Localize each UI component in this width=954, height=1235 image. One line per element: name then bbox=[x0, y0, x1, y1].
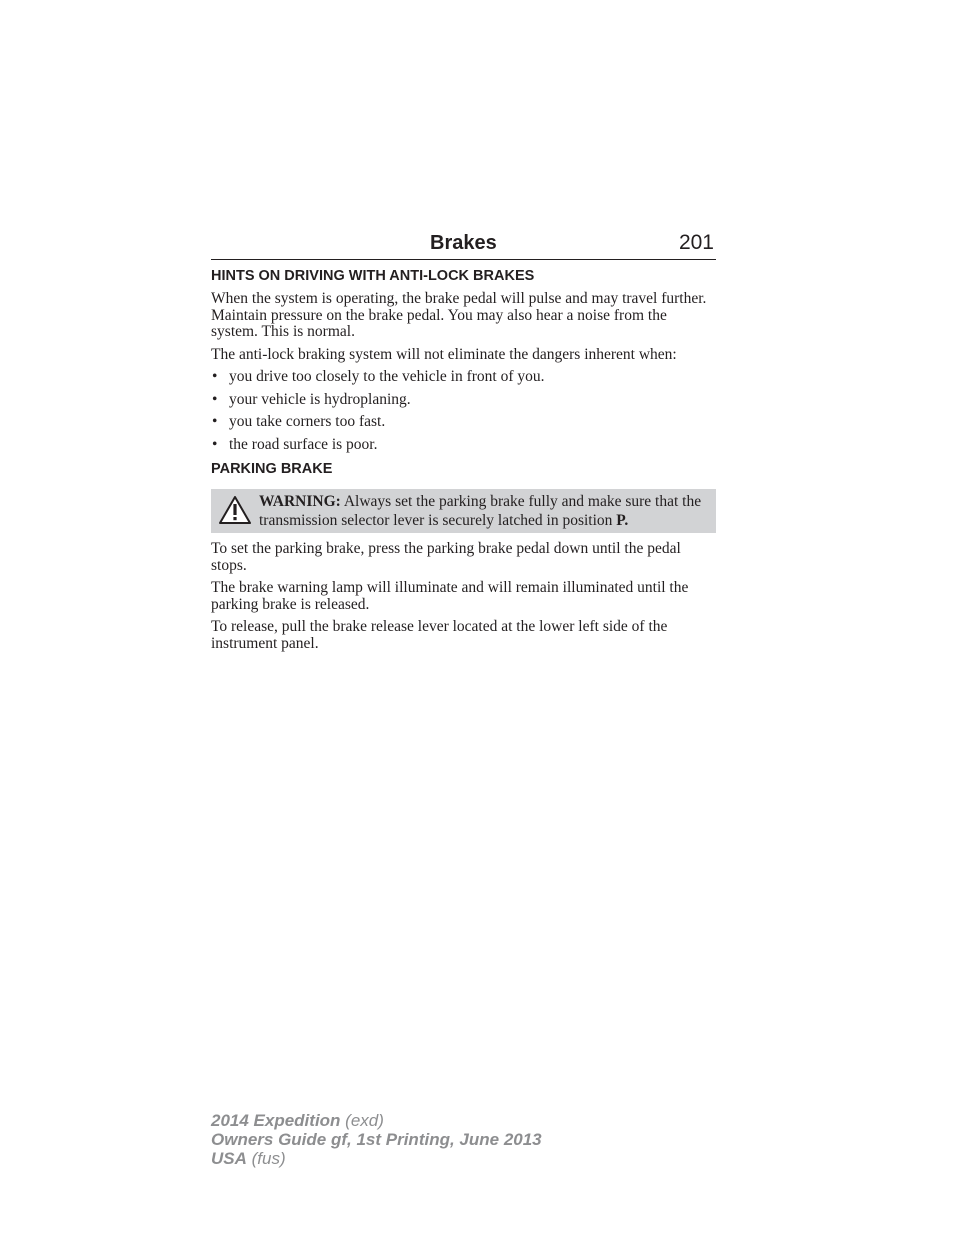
bullet-list bbox=[211, 369, 716, 453]
bullet-text: you drive too closely to the vehicle in front of you. bbox=[229, 368, 545, 385]
warning-box bbox=[211, 489, 716, 533]
section-heading-anti-lock: HINTS ON DRIVING WITH ANTI-LOCK BRAKES bbox=[211, 268, 535, 284]
bullet-item bbox=[211, 437, 716, 454]
page-footer bbox=[211, 1111, 542, 1168]
paragraph: To release, pull the brake release lever located at the lower left side of the instrument panel. bbox=[211, 618, 668, 652]
page-content bbox=[211, 228, 716, 658]
footer-line-guide bbox=[211, 1130, 542, 1149]
bullet-text: the road surface is poor. bbox=[229, 435, 378, 453]
footer-model-code: (exd) bbox=[340, 1111, 384, 1130]
paragraph: To set the parking brake, press the parking brake pedal down until the pedal stops. bbox=[211, 540, 681, 574]
footer-model: 2014 Expedition bbox=[211, 1111, 341, 1130]
footer-market: USA bbox=[211, 1149, 247, 1168]
warning-label: WARNING: bbox=[259, 493, 341, 510]
gear-position-letter: P. bbox=[616, 512, 629, 529]
chapter-title: Brakes bbox=[430, 232, 497, 254]
bullet-item bbox=[211, 369, 716, 386]
paragraph: When the system is operating, the brake pedal will pulse and may travel further. Maintain pressure on the brake pedal. You may also hear a noise from the system. This is normal. bbox=[211, 290, 707, 340]
footer-guide: Owners Guide gf, 1st Printing, June 2013 bbox=[211, 1130, 542, 1149]
bullet-item bbox=[211, 392, 716, 409]
bullet-item bbox=[211, 414, 716, 431]
warning-triangle-icon bbox=[218, 495, 252, 530]
bullet-symbol: • bbox=[212, 435, 218, 453]
paragraph: The brake warning lamp will illuminate and will remain illuminated until the parking brake is released. bbox=[211, 579, 689, 613]
warning-text bbox=[259, 492, 708, 530]
section-heading-parking-brake: PARKING BRAKE bbox=[211, 461, 333, 477]
bullet-text: you take corners too fast. bbox=[229, 413, 386, 430]
page-number: 201 bbox=[678, 231, 714, 254]
warning-body: Always set the parking brake fully and make sure that the transmission selector lever is securely latched in position bbox=[259, 493, 702, 529]
bullet-symbol: • bbox=[212, 413, 218, 430]
bullet-text: your vehicle is hydroplaning. bbox=[229, 390, 411, 408]
paragraph: The anti-lock braking system will not eliminate the dangers inherent when: bbox=[211, 345, 677, 363]
footer-market-code: (fus) bbox=[246, 1149, 286, 1168]
page-header bbox=[211, 228, 716, 260]
bullet-symbol: • bbox=[212, 390, 218, 408]
footer-line-model bbox=[211, 1111, 542, 1130]
bullet-symbol: • bbox=[212, 368, 218, 385]
footer-line-market bbox=[211, 1149, 542, 1168]
